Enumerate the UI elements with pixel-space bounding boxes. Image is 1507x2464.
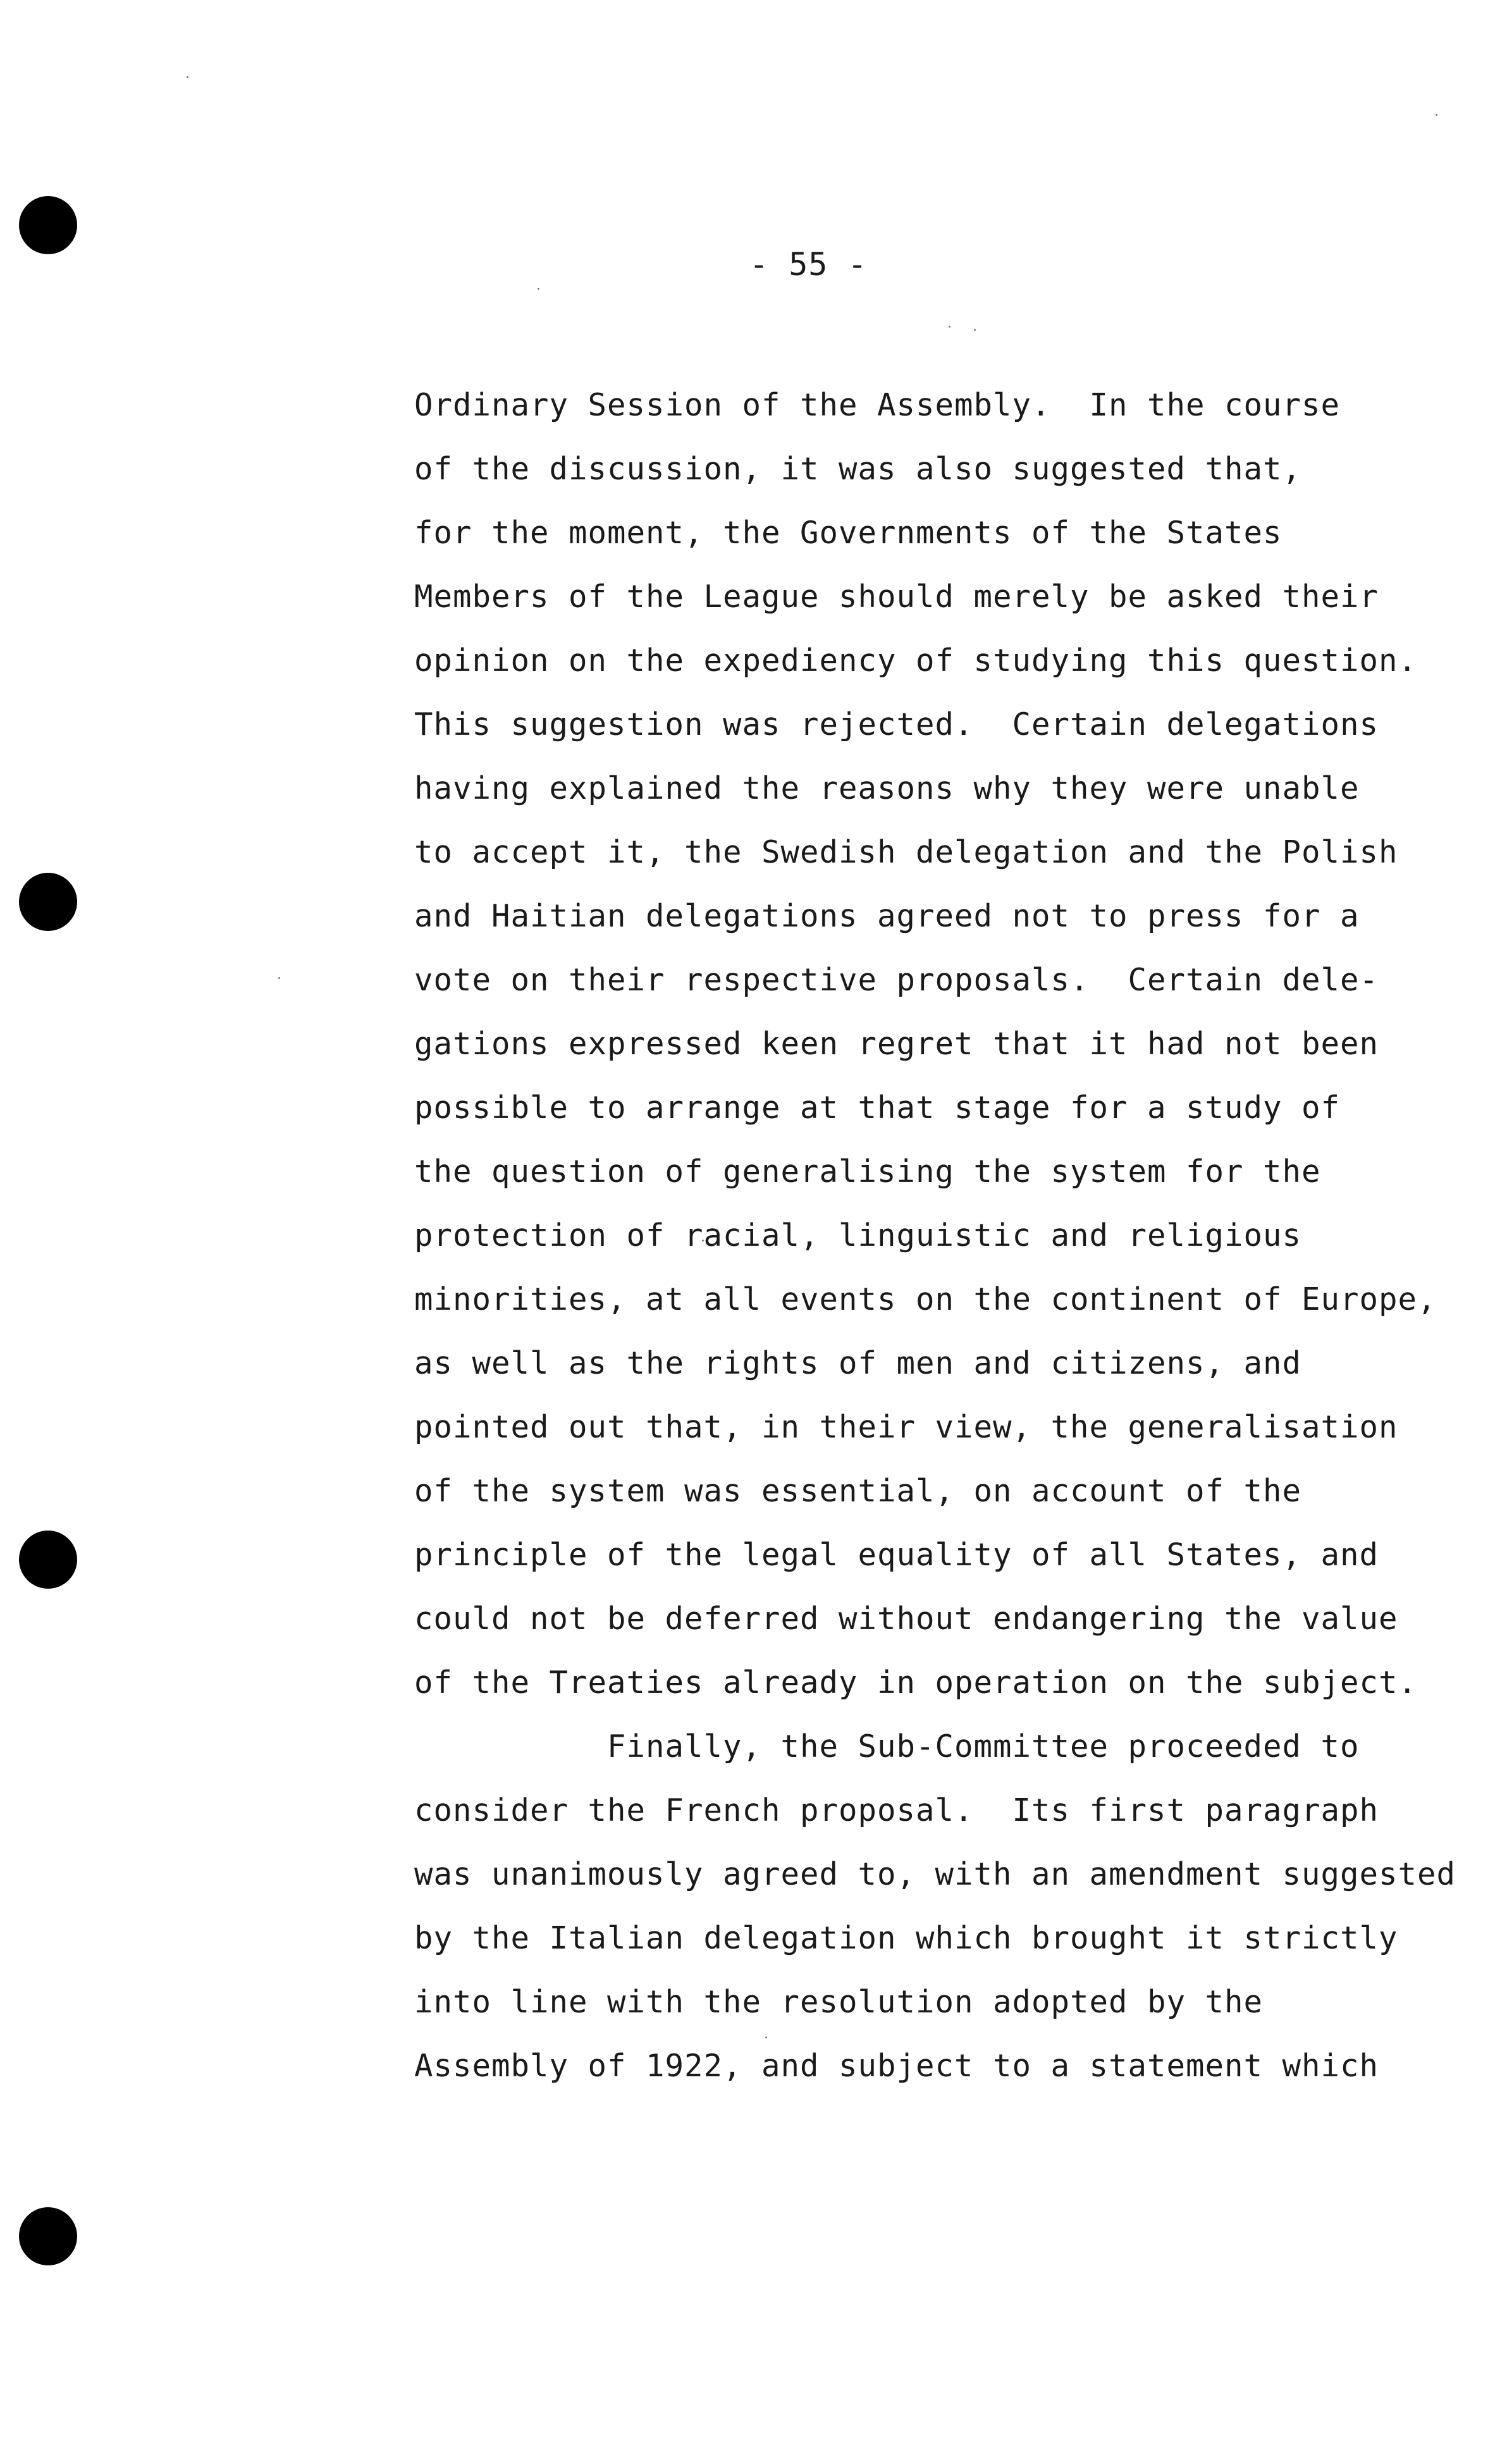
text-line: This suggestion was rejected. Certain delegations <box>414 706 1379 742</box>
text-line: to accept it, the Swedish delegation and the Polish <box>414 834 1398 870</box>
text-line: of the system was essential, on account of the <box>414 1473 1302 1509</box>
text-line: was unanimously agreed to, with an amendment suggested <box>414 1856 1456 1892</box>
text-line: of the Treaties already in operation on the subject. <box>414 1665 1418 1701</box>
scan-speck <box>187 76 188 78</box>
punch-hole-4 <box>19 2207 77 2265</box>
scan-speck <box>949 326 950 328</box>
punch-hole-3 <box>19 1531 77 1589</box>
scan-speck <box>1436 114 1437 116</box>
punch-hole-1 <box>19 196 77 254</box>
text-line: could not be deferred without endangering the value <box>414 1601 1398 1637</box>
body-text <box>414 373 1477 2098</box>
text-line: for the moment, the Governments of the States <box>414 515 1282 551</box>
text-line: pointed out that, in their view, the generalisation <box>414 1409 1398 1445</box>
text-line: into line with the resolution adopted by the <box>414 1984 1264 2020</box>
text-line: having explained the reasons why they were unable <box>414 770 1360 806</box>
text-line: minorities, at all events on the continent of Europe, <box>414 1281 1437 1317</box>
text-line: the question of generalising the system for the <box>414 1154 1321 1190</box>
text-line: Members of the League should merely be asked their <box>414 579 1379 615</box>
text-line: Assembly of 1922, and subject to a statement which <box>414 2048 1379 2084</box>
text-line: Ordinary Session of the Assembly. In the course <box>414 387 1341 423</box>
scan-speck <box>974 329 976 331</box>
text-line: as well as the rights of men and citizens, and <box>414 1345 1302 1381</box>
text-line: by the Italian delegation which brought it strictly <box>414 1920 1398 1956</box>
text-line: consider the French proposal. Its first paragraph <box>414 1792 1379 1828</box>
punch-hole-2 <box>19 873 77 931</box>
text-line: opinion on the expediency of studying this question. <box>414 643 1418 679</box>
scan-speck <box>278 977 280 979</box>
text-line: protection of racial, linguistic and religious <box>414 1217 1302 1254</box>
text-line: possible to arrange at that stage for a study of <box>414 1090 1341 1126</box>
text-line: of the discussion, it was also suggested that, <box>414 451 1302 487</box>
text-line: and Haitian delegations agreed not to press for a <box>414 898 1360 934</box>
scan-speck <box>538 288 539 290</box>
page-number: - 55 - <box>749 246 868 283</box>
text-line: principle of the legal equality of all States, and <box>414 1537 1379 1573</box>
text-line: gations expressed keen regret that it had not been <box>414 1026 1379 1062</box>
text-line: Finally, the Sub-Committee proceeded to <box>414 1728 1360 1765</box>
text-line: vote on their respective proposals. Certain dele- <box>414 962 1379 998</box>
